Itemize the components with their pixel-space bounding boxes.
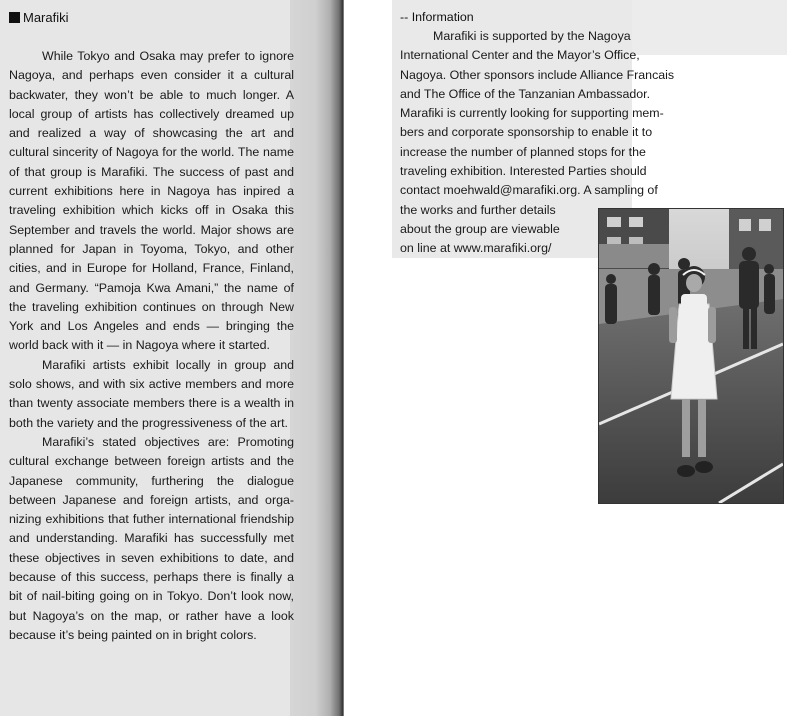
paragraph: Marafiki artists exhibit locally in group and solo shows, and with six active members and more than twenty associate members there is a wealth in both the variety and the progressiveness of the art. — [9, 357, 294, 430]
info-line: Marafiki is currently looking for supporting mem- — [400, 106, 664, 121]
info-line: bers and corporate sponsorship to enable it to — [400, 125, 653, 140]
section-heading-text: Marafiki — [23, 10, 69, 25]
book-gutter — [330, 0, 344, 716]
information-heading: -- Information — [400, 10, 474, 24]
info-line: Marafiki is supported by the Nagoya — [433, 29, 631, 43]
article-body — [9, 47, 294, 645]
info-line: contact moehwald@marafiki.org. A sampling of — [400, 183, 658, 198]
info-line: increase the number of planned stops for the — [400, 144, 646, 159]
section-heading — [9, 9, 69, 26]
info-line: International Center and the Mayor’s Office, — [400, 48, 640, 63]
square-bullet-icon — [9, 12, 20, 23]
info-line: on line at www.marafiki.org/ — [400, 241, 552, 256]
info-line: traveling exhibition. Interested Parties should — [400, 164, 647, 179]
street-photo-image — [599, 209, 783, 503]
info-line: about the group are viewable — [400, 221, 560, 236]
paragraph: Marafiki’s stated objectives are: Promoting cultural exchange between foreign artists and the Japanese community, furthering the dialogue between Japanese and foreign artists, and organizing exhibitions that futher international friendship and understanding. Marafiki has successfully met these objectives in seven exhibitions to date, and because of this success, perhaps there is finally a bit of nail-biting going on in Tokyo. Don’t look now, but Nagoya’s on the map, or rather have a look because it’s being painted on in bright colors. — [9, 434, 294, 642]
info-line: Nagoya. Other sponsors include Alliance Francais — [400, 67, 675, 82]
street-photo — [598, 208, 784, 504]
info-line: and The Office of the Tanzanian Ambassador. — [400, 86, 651, 101]
paragraph: While Tokyo and Osaka may prefer to ignore Nagoya, and perhaps even consider it a cultural backwater, they won’t be able to much longer. A local group of artists has collectively dreamed up and realized a way of showcasing the art and cultural sincerity of Nagoya for the world. The name of that group is Marafiki. The success of past and current exhibitions here in Nagoya has inpired a traveling exhibition which kicks off in Osaka this September and travels the world. Major shows are planned for Japan in Toyoma, Tokyo, and other cities, and in Europe for Holland, France, Finland, and Germany. “Pamoja Kwa Amani,” the name of the traveling exhibition continues on through New York and Los Angeles and ends — bringing the world back with it — in Nagoya where it started. — [9, 49, 294, 353]
info-line: the works and further details — [400, 202, 556, 217]
